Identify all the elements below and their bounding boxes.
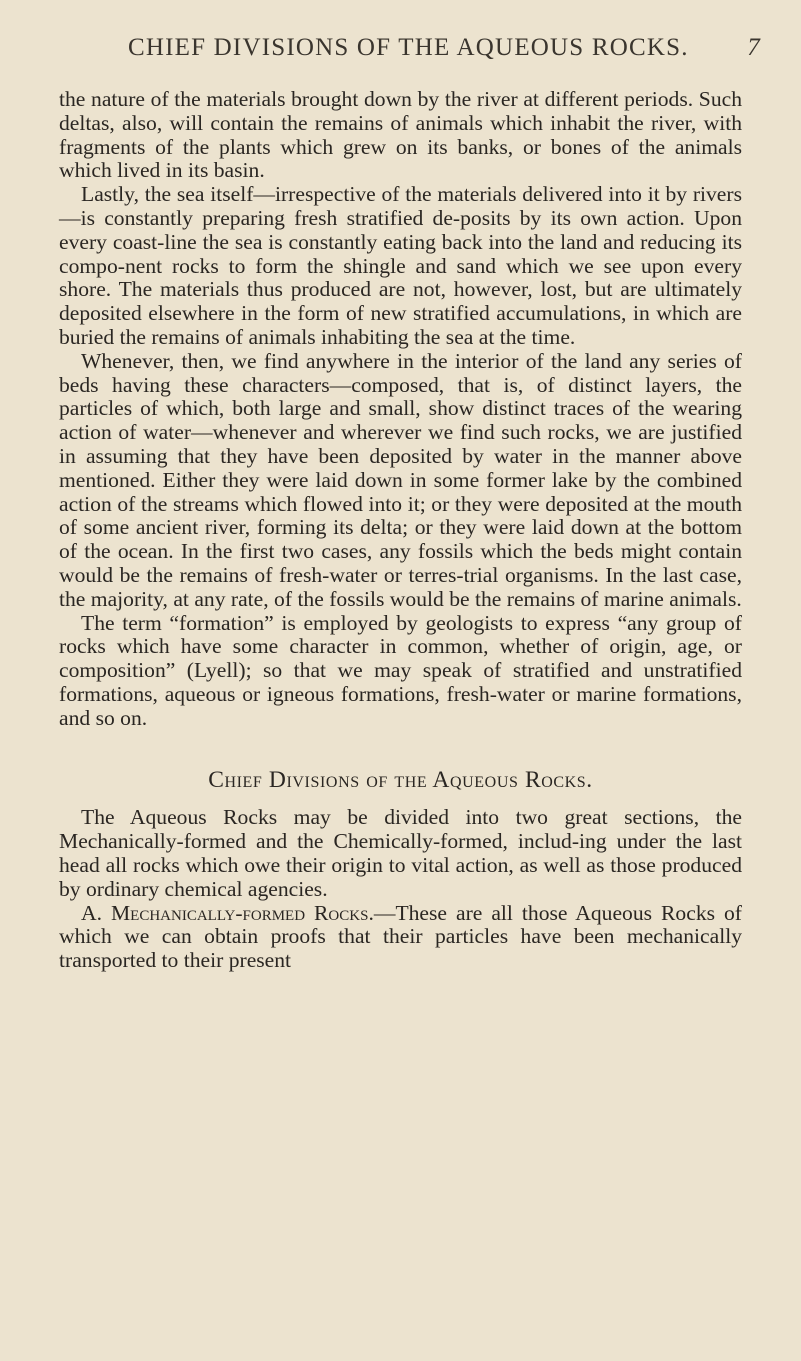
paragraph-6-text: —These are all those Aqueous Rocks of which we can obtain proofs that their particles have been mechanically transported to their present — [59, 900, 742, 973]
paragraph-5: The Aqueous Rocks may be divided into two great sections, the Mechanically-formed and the Chemically-formed, includ-ing under the last head all rocks which owe their origin to vital action, as well as those produced by ordinary chemical agencies. — [59, 805, 742, 901]
running-header — [60, 34, 761, 74]
subsection-lead: A. Mechanically-formed Rocks. — [81, 900, 374, 925]
paragraph-3: Whenever, then, we find anywhere in the interior of the land any series of beds having these characters—composed, that is, of distinct layers, the particles of which, both large and small, show distinct traces of the wearing action of water—whenever and wherever we find such rocks, we are justified in assuming that they have been deposited by water in the manner above mentioned. Either they were laid down in some former lake by the combined action of the streams which flowed into it; or they were deposited at the mouth of some ancient river, forming its delta; or they were laid down at the bottom of the ocean. In the first two cases, any fossils which the beds might contain would be the remains of fresh-water or terres-trial organisms. In the last case, the majority, at any rate, of the fossils would be the remains of marine animals. — [59, 348, 742, 611]
body-text — [59, 88, 742, 973]
paragraph-1: the nature of the materials brought down by the river at different periods. Such deltas, also, will contain the remains of animals which inhabit the river, with fragments of the plants which grew on its banks, or bones of the animals which lived in its basin. — [59, 87, 742, 183]
section-heading: Chief Divisions of the Aqueous Rocks. — [208, 766, 593, 793]
paragraph-6 — [59, 902, 742, 973]
paragraph-4: The term “formation” is employed by geologists to express “any group of rocks which have some character in common, whether of origin, age, or composition” (Lyell); so that we may speak of stratified and unstratified formations, aqueous or igneous formations, fresh-water or marine formations, and so on. — [59, 610, 742, 730]
page-number: 7 — [747, 34, 761, 61]
paragraph-2: Lastly, the sea itself—irrespective of the materials delivered into it by rivers—is constantly preparing fresh stratified de-posits by its own action. Upon every coast-line the sea is constantly eating back into the land and reducing its compo-nent rocks to form the shingle and sand which we see upon every shore. The materials thus produced are not, however, lost, but are ultimately deposited elsewhere in the form of new stratified accumulations, in which are buried the remains of animals inhabiting the sea at the time. — [59, 182, 742, 349]
running-title: CHIEF DIVISIONS OF THE AQUEOUS ROCKS. — [128, 34, 689, 61]
